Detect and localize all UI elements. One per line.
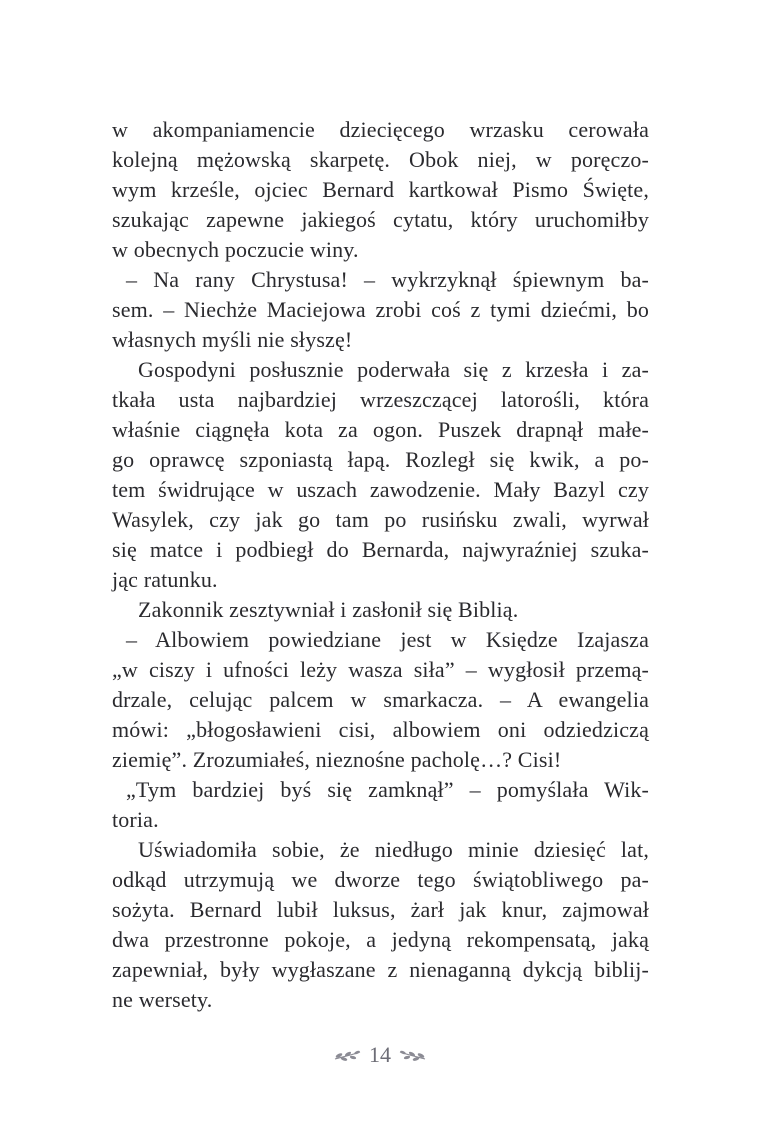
text-line: kolejną mężowską skarpetę. Obok niej, w poręczo-: [112, 147, 649, 172]
text-line: Uświadomiła sobie, że niedługo minie dziesięć lat,: [138, 837, 649, 862]
text-line: w akompaniamencie dziecięcego wrzasku cerowała: [112, 117, 649, 142]
text-line: Zakonnik zesztywniał i zasłonił się Biblią.: [138, 597, 519, 622]
text-line: „w ciszy i ufności leży wasza siła” – wygłosił przemą-: [112, 657, 649, 682]
text-line: się matce i podbiegł do Bernarda, najwyraźniej szuka-: [112, 537, 649, 562]
text-line: sożyta. Bernard lubił luksus, żarł jak knur, zajmował: [112, 897, 649, 922]
text-line: tkała usta najbardziej wrzeszczącej latorośli, która: [112, 387, 649, 412]
text-line: go oprawcę szponiastą łapą. Rozległ się kwik, a po-: [112, 447, 649, 472]
text-line: wym krześle, ojciec Bernard kartkował Pismo Święte,: [112, 177, 649, 202]
page-footer: [0, 1042, 760, 1068]
page-number: 14: [369, 1042, 391, 1067]
text-line: tem świdrujące w uszach zawodzenie. Mały Bazyl czy: [112, 477, 649, 502]
text-line: Gospodyni posłusznie poderwała się z krzesła i za-: [138, 357, 649, 382]
text-line: szukając zapewne jakiegoś cytatu, który uruchomiłby: [112, 207, 649, 232]
text-line: jąc ratunku.: [112, 567, 218, 592]
text-line: właśnie ciągnęła kota za ogon. Puszek drapnął małe-: [112, 417, 649, 442]
text-line: – Albowiem powiedziane jest w Księdze Izajasza: [126, 627, 649, 652]
text-line: ziemię”. Zrozumiałeś, nieznośne pacholę…? Cisi!: [112, 747, 562, 772]
floral-sprig-left-icon: [334, 1048, 361, 1063]
text-line: mówi: „błogosławieni cisi, albowiem oni odziedziczą: [112, 717, 649, 742]
text-line: zapewniał, były wygłaszane z nienaganną dykcją biblij-: [112, 957, 649, 982]
text-line: w obecnych poczucie winy.: [112, 237, 359, 262]
page-text: [112, 115, 649, 1015]
text-line: drzale, celując palcem w smarkacza. – A ewangelia: [112, 687, 649, 712]
text-line: ne wersety.: [112, 987, 213, 1012]
text-line: dwa przestronne pokoje, a jedyną rekompensatą, jaką: [112, 927, 649, 952]
text-line: toria.: [112, 807, 159, 832]
text-line: „Tym bardziej byś się zamknął” – pomyślała Wik-: [126, 777, 649, 802]
text-line: sem. – Niechże Maciejowa zrobi coś z tymi dziećmi, bo: [112, 297, 649, 322]
floral-sprig-right-icon: [399, 1048, 426, 1063]
text-line: – Na rany Chrystusa! – wykrzyknął śpiewnym ba-: [126, 267, 649, 292]
text-line: Wasylek, czy jak go tam po rusińsku zwali, wyrwał: [112, 507, 649, 532]
text-line: własnych myśli nie słyszę!: [112, 327, 353, 352]
text-line: odkąd utrzymują we dworze tego świątobliwego pa-: [112, 867, 649, 892]
